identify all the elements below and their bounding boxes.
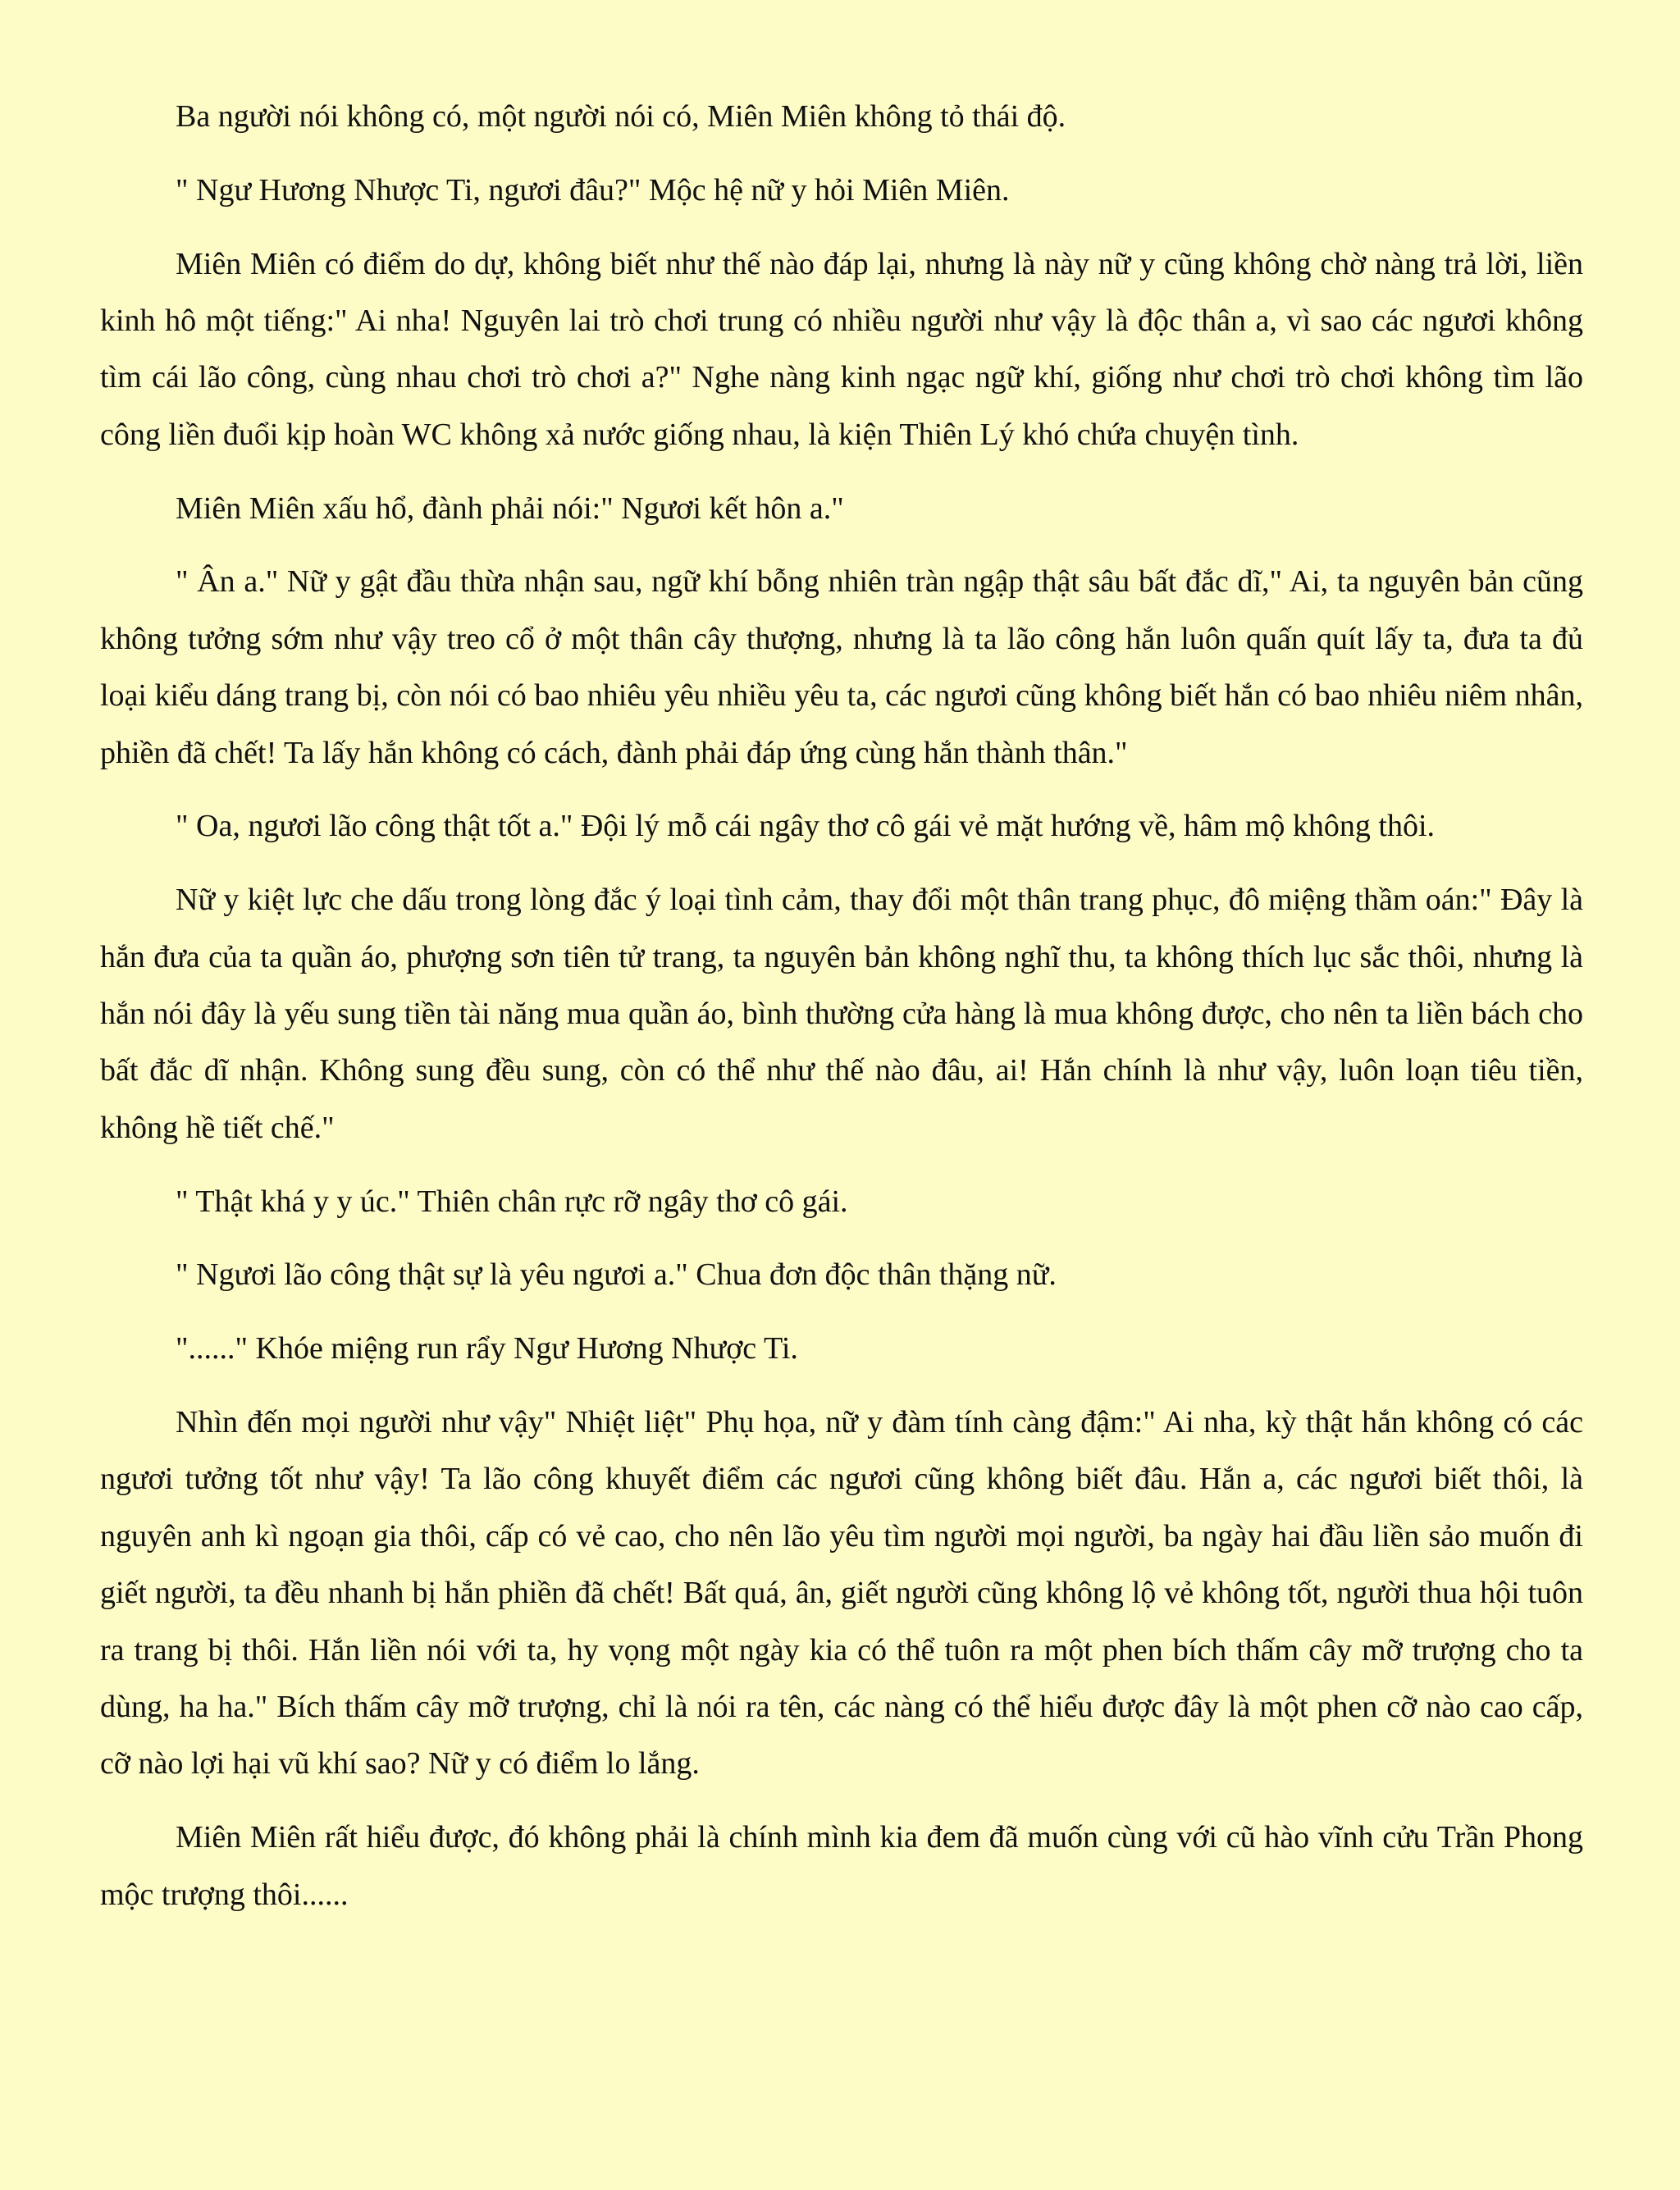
paragraph-6: " Oa, ngươi lão công thật tốt a." Đội lý mỗ cái ngây thơ cô gái vẻ mặt hướng về, hâm mộ không thôi. xyxy=(176,809,1436,844)
paragraph-1: Ba người nói không có, một người nói có, Miên Miên không tỏ thái độ. xyxy=(176,99,1066,134)
paragraph-3: Miên Miên có điểm do dự, không biết như thế nào đáp lại, nhưng là này nữ y cũng không chờ nàng trả lời, liền kinh hô một tiếng:" Ai nha! Nguyên lai trò chơi trung có nhiều người như vậy là độc thân a, vì sao các ngươi không tìm cái lão công, cùng nhau chơi trò chơi a?" Nghe nàng kinh ngạc ngữ khí, giống như chơi trò chơi không tìm lão công liền đuổi kịp hoàn WC không xả nước giống nhau, là kiện Thiên Lý khó chứa chuyện tình. xyxy=(100,246,1583,452)
paragraph-11: Nhìn đến mọi người như vậy" Nhiệt liệt" Phụ họa, nữ y đàm tính càng đậm:" Ai nha, kỳ thật hắn không có các ngươi tưởng tốt như vậy! Ta lão công khuyết điểm các ngươi cũng không biết đâu. Hắn a, các ngươi biết thôi, là nguyên anh kì ngoạn gia thôi, cấp có vẻ cao, cho nên lão yêu tìm người mọi người, ba ngày hai đầu liền sảo muốn đi giết người, ta đều nhanh bị hắn phiền đã chết! Bất quá, ân, giết người cũng không lộ vẻ không tốt, người thua hội tuôn ra trang bị thôi. Hắn liền nói với ta, hy vọng một ngày kia có thể tuôn ra một phen bích thấm cây mỡ trượng cho ta dùng, ha ha." Bích thấm cây mỡ trượng, chỉ là nói ra tên, các nàng có thể hiểu được đây là một phen cỡ nào cao cấp, cỡ nào lợi hại vũ khí sao? Nữ y có điểm lo lắng. xyxy=(100,1405,1583,1782)
paragraph-10: "......" Khóe miệng run rẩy Ngư Hương Nhược Ti. xyxy=(176,1331,798,1366)
paragraph-8: " Thật khá y y úc." Thiên chân rực rỡ ngây thơ cô gái. xyxy=(176,1184,848,1219)
paragraph-4: Miên Miên xấu hổ, đành phải nói:" Ngươi kết hôn a." xyxy=(176,490,844,526)
paragraph-5: " Ân a." Nữ y gật đầu thừa nhận sau, ngữ khí bỗng nhiên tràn ngập thật sâu bất đắc dĩ," Ai, ta nguyên bản cũng không tưởng sớm như vậy treo cổ ở một thân cây thượng, nhưng là ta lão công hắn luôn quấn quít lấy ta, đưa ta đủ loại kiểu dáng trang bị, còn nói có bao nhiêu yêu nhiều yêu ta, các ngươi cũng không biết hắn có bao nhiêu niêm nhân, phiền đã chết! Ta lấy hắn không có cách, đành phải đáp ứng cùng hắn thành thân." xyxy=(100,564,1583,770)
document-page xyxy=(100,89,1583,1923)
paragraph-9: " Ngươi lão công thật sự là yêu ngươi a." Chua đơn độc thân thặng nữ. xyxy=(176,1257,1057,1293)
paragraph-2: " Ngư Hương Nhược Ti, ngươi đâu?" Mộc hệ nữ y hỏi Miên Miên. xyxy=(176,172,1010,208)
paragraph-12: Miên Miên rất hiểu được, đó không phải là chính mình kia đem đã muốn cùng với cũ hào vĩnh cửu Trần Phong mộc trượng thôi...... xyxy=(100,1820,1583,1912)
paragraph-7: Nữ y kiệt lực che dấu trong lòng đắc ý loại tình cảm, thay đổi một thân trang phục, đô miệng thầm oán:" Đây là hắn đưa của ta quần áo, phượng sơn tiên tử trang, ta nguyên bản không nghĩ thu, ta không thích lục sắc thôi, nhưng là hắn nói đây là yếu sung tiền tài năng mua quần áo, bình thường cửa hàng là mua không được, cho nên ta liền bách cho bất đắc dĩ nhận. Không sung đều sung, còn có thể như thế nào đâu, ai! Hắn chính là như vậy, luôn loạn tiêu tiền, không hề tiết chế." xyxy=(100,883,1583,1145)
